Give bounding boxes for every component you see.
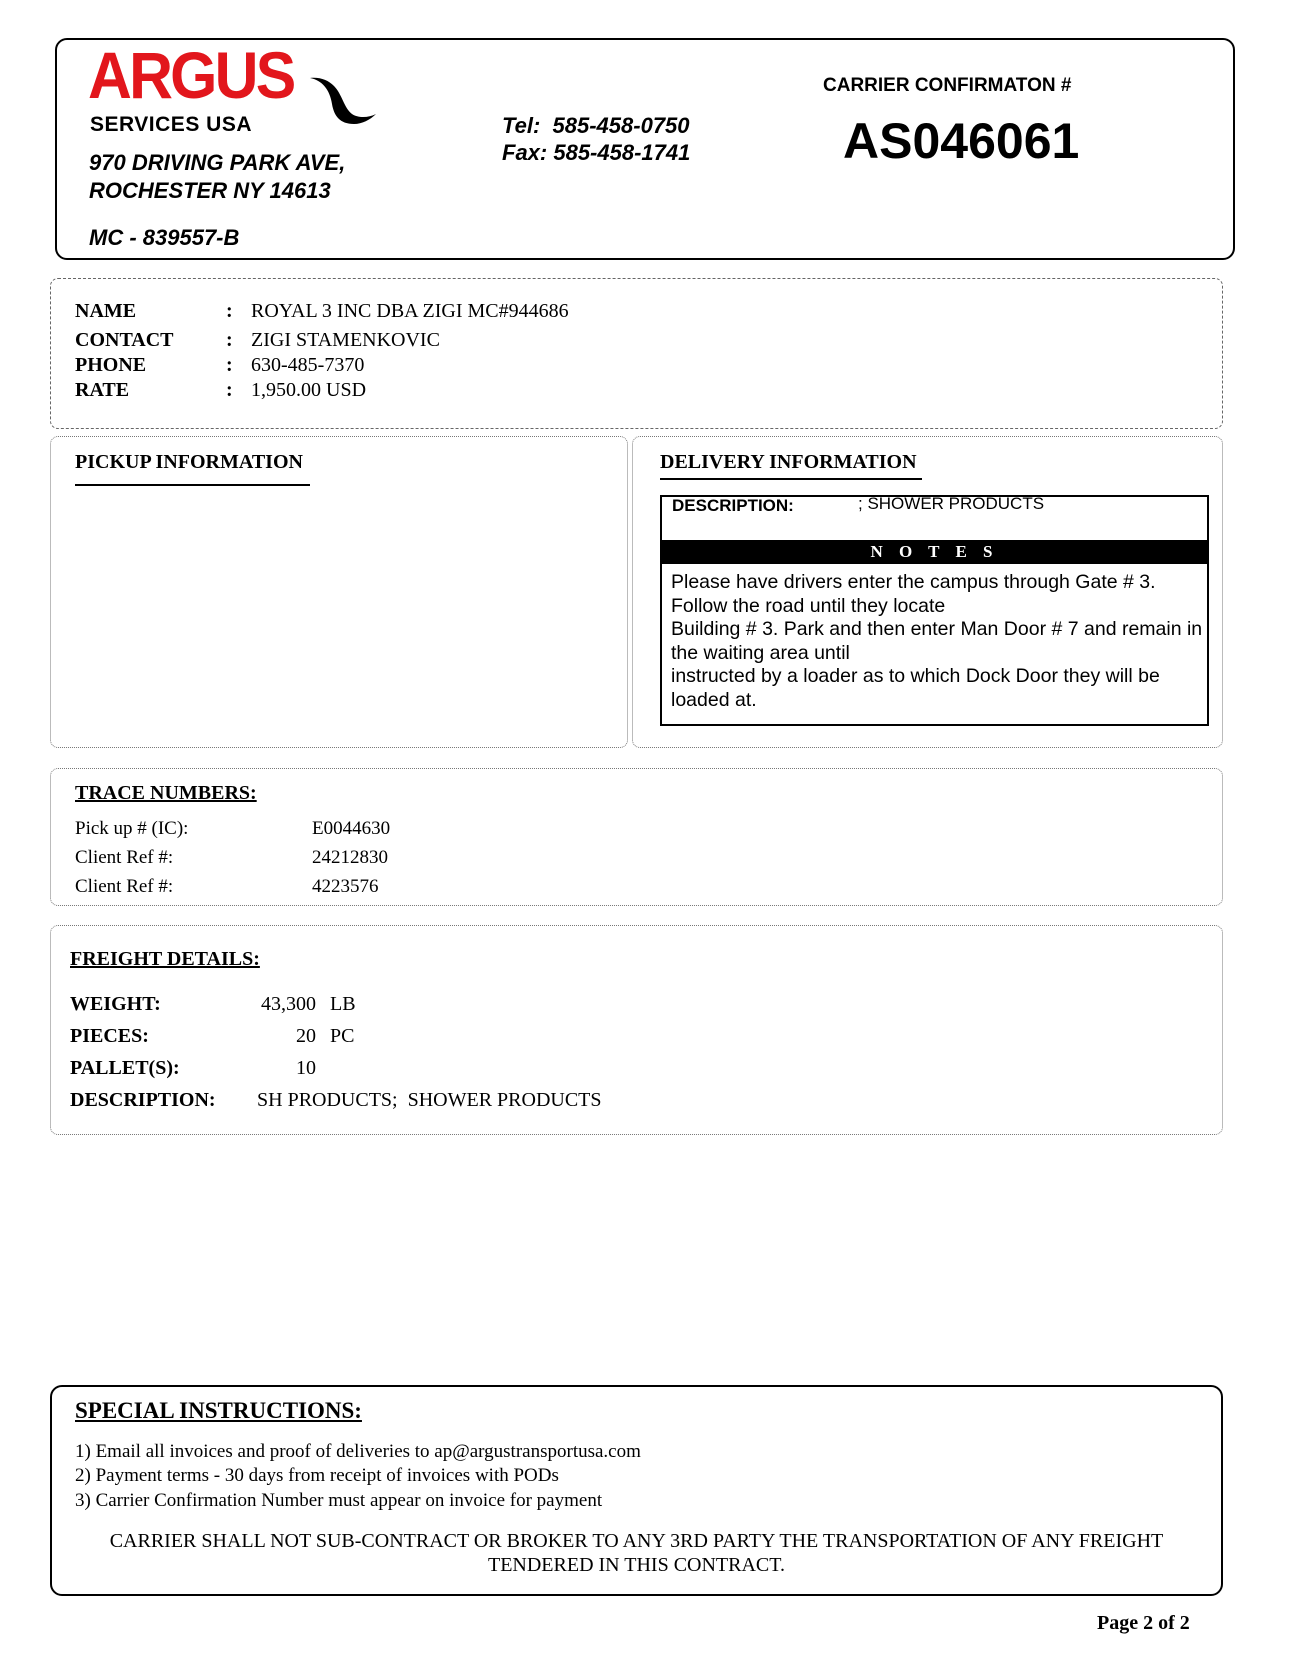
page-number: Page 2 of 2 [1097,1612,1190,1634]
confirmation-label: CARRIER CONFIRMATON # [823,75,1072,96]
trace-numbers-title: TRACE NUMBERS: [75,782,257,804]
trace-label: Client Ref #: [75,876,174,897]
pallets-label: PALLET(S): [70,1057,180,1079]
pallets-value: 10 [296,1057,316,1079]
company-address-line1: 970 DRIVING PARK AVE, [89,150,346,175]
freight-description-label: DESCRIPTION: [70,1089,216,1111]
subcontract-warning: CARRIER SHALL NOT SUB-CONTRACT OR BROKER TO ANY 3RD PARTY THE TRANSPORTATION OF ANY FREIGHT TENDERED IN THIS CONTRACT. [109,1530,1164,1576]
carrier-phone-value: 630-485-7370 [251,354,365,376]
trace-value: E0044630 [312,818,391,839]
delivery-description-label: DESCRIPTION: [672,496,794,515]
carrier-phone-colon: : [226,354,233,376]
mc-number: MC - 839557-B [89,225,240,250]
company-address-line2: ROCHESTER NY 14613 [89,178,331,203]
instruction-line: 3) Carrier Confirmation Number must appear on invoice for payment [75,1490,603,1511]
carrier-contact-colon: : [226,329,233,351]
carrier-rate-label: RATE [75,379,130,401]
instruction-line: 1) Email all invoices and proof of deliveries to ap@argustransportusa.com [75,1441,641,1462]
trace-value: 4223576 [312,876,379,897]
instruction-line: 2) Payment terms - 30 days from receipt of invoices with PODs [75,1465,559,1486]
delivery-description-value: ; SHOWER PRODUCTS [858,494,1045,513]
freight-details-title: FREIGHT DETAILS: [70,948,260,970]
pickup-title: PICKUP INFORMATION [75,451,303,473]
trace-value: 24212830 [312,847,388,868]
carrier-rate-colon: : [226,379,233,401]
carrier-phone-label: PHONE [75,354,147,376]
notes-text: Please have drivers enter the campus through Gate # 3. Follow the road until they locate Building # 3. Park and then enter Man Door # 7 and remain in the waiting area until instructed by a loader as to which Dock Door they will be loaded at. [671,571,1203,711]
pieces-unit: PC [330,1025,355,1047]
weight-label: WEIGHT: [70,993,161,1015]
telephone: Tel: 585-458-0750 [502,113,690,138]
delivery-title: DELIVERY INFORMATION [660,451,917,473]
carrier-contact-label: CONTACT [75,329,174,351]
notes-title: N O T E S [870,542,999,561]
trace-label: Pick up # (IC): [75,818,189,839]
fax: Fax: 585-458-1741 [502,140,691,165]
special-instructions-title: SPECIAL INSTRUCTIONS: [75,1398,362,1423]
pieces-value: 20 [296,1025,316,1047]
freight-description-value: SH PRODUCTS; SHOWER PRODUCTS [257,1089,602,1111]
confirmation-number: AS046061 [843,113,1080,169]
carrier-name-label: NAME [75,300,137,322]
company-logo-subtitle: SERVICES USA [90,113,252,136]
carrier-rate-value: 1,950.00 USD [251,379,367,401]
trace-label: Client Ref #: [75,847,174,868]
carrier-contact-value: ZIGI STAMENKOVIC [251,329,440,351]
pieces-label: PIECES: [70,1025,149,1047]
weight-value: 43,300 [261,993,316,1015]
company-logo: ARGUS [88,38,294,112]
bird-logo-icon [308,74,378,130]
weight-unit: LB [330,993,356,1015]
carrier-name-value: ROYAL 3 INC DBA ZIGI MC#944686 [251,300,569,322]
carrier-name-colon: : [226,300,233,322]
delivery-title-underline [660,478,922,480]
pickup-info-box [50,436,628,748]
pickup-title-underline [75,484,310,486]
